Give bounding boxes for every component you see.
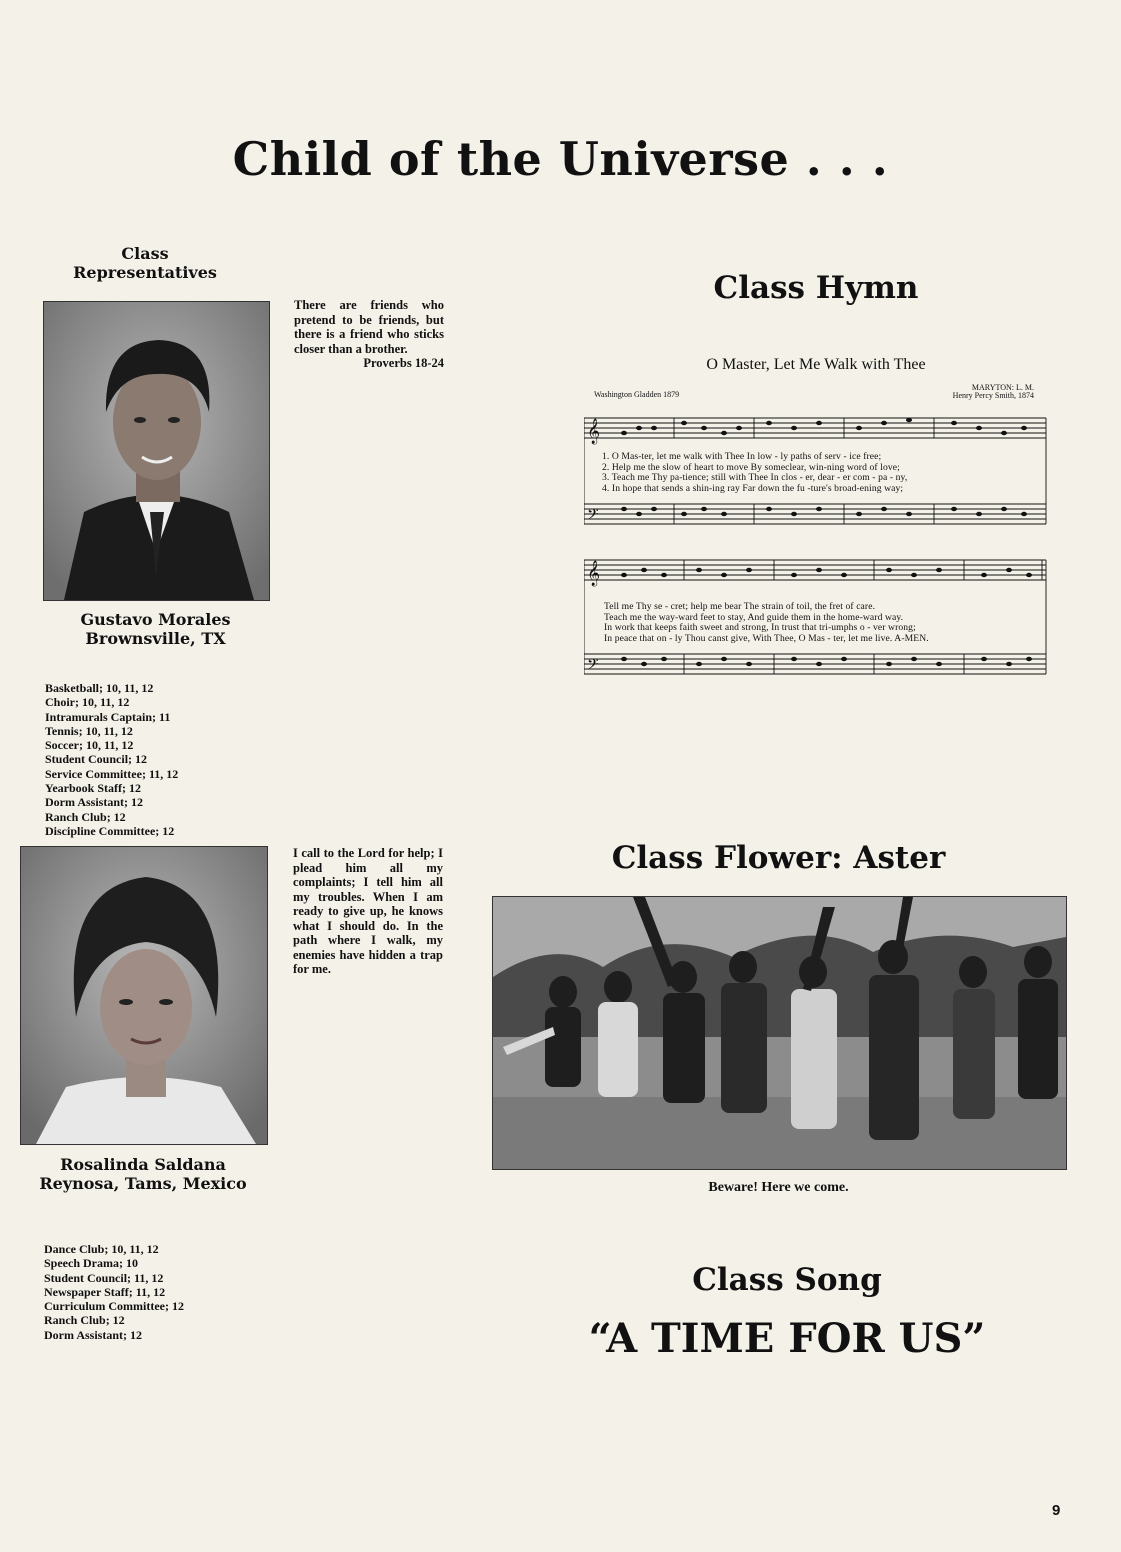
rep2-name: Rosalinda Saldana <box>60 1155 226 1174</box>
class-representatives-heading <box>60 244 230 282</box>
activity-item: Student Council; 12 <box>45 752 148 767</box>
activity-item: Service Committee; 11, 12 <box>45 766 179 781</box>
hymn-lyrics-verses-part2 <box>604 602 929 644</box>
hymn-lyrics-verses-part1 <box>602 452 907 494</box>
lyric-line: 4. In hope that sends a shin-ing ray Far down the fu -ture's broad-ening way; <box>602 482 904 494</box>
rep1-hometown: Brownsville, TX <box>85 629 226 648</box>
activity-item: Intramurals Captain; 11 <box>45 709 171 724</box>
activity-item: Discipline Committee; 12 <box>45 823 175 838</box>
rep2-quote <box>293 846 443 977</box>
activity-item: Student Council; 11, 12 <box>44 1270 164 1285</box>
group-photo-caption: Beware! Here we come. <box>708 1180 849 1195</box>
activity-item: Ranch Club; 12 <box>45 809 126 824</box>
lyric-line: Teach me the way-ward feet to stay, And guide them in the home-ward way. <box>604 611 904 623</box>
page-number: 9 <box>1052 1502 1061 1519</box>
lyric-line: 1. O Mas-ter, let me walk with Thee In low - ly paths of serv - ice free; <box>602 451 882 462</box>
activity-item: Soccer; 10, 11, 12 <box>45 738 134 753</box>
hymn-tune: MARYTON: L. M. <box>971 383 1034 392</box>
reps-heading-line-1: Class <box>121 244 169 263</box>
class-flower-heading: Class Flower: Aster <box>611 840 946 876</box>
reps-heading-line-2: Representatives <box>73 263 217 282</box>
hymn-subtitle: O Master, Let Me Walk with Thee <box>706 356 926 373</box>
lyric-line: 3. Teach me Thy pa-tience; still with Thee In clos - er, dear - er com - pa - ny, <box>602 472 908 483</box>
svg-text:𝄞: 𝄞 <box>587 419 601 444</box>
activity-item: Choir; 10, 11, 12 <box>45 695 130 710</box>
rep1-activities <box>45 681 178 838</box>
activity-item: Yearbook Staff; 12 <box>45 781 141 796</box>
rep1-name: Gustavo Morales <box>80 610 231 629</box>
activity-item: Speech Drama; 10 <box>44 1256 138 1271</box>
rep1-portrait-photo <box>43 301 270 601</box>
hymn-sheet-music <box>584 380 1048 690</box>
class-song-title: “A TIME FOR US” <box>588 1315 986 1362</box>
activity-item: Dorm Assistant; 12 <box>45 795 143 810</box>
rep1-quote-source: Proverbs 18-24 <box>363 356 444 370</box>
activity-item: Newspaper Staff; 11, 12 <box>44 1284 166 1299</box>
lyric-line: 2. Help me the slow of heart to move By someclear, win-ning word of love; <box>602 461 900 473</box>
svg-text:𝄢: 𝄢 <box>587 506 599 527</box>
activity-item: Ranch Club; 12 <box>44 1313 125 1328</box>
activity-item: Dance Club; 10, 11, 12 <box>44 1242 159 1256</box>
rep2-activities <box>44 1242 184 1342</box>
activity-item: Basketball; 10, 11, 12 <box>45 681 154 695</box>
hymn-author: Washington Gladden 1879 <box>594 390 680 399</box>
rep2-name-block <box>20 1155 266 1193</box>
rep1-name-block <box>43 610 268 648</box>
rep2-portrait-photo <box>20 846 268 1145</box>
group-photo <box>492 896 1067 1170</box>
lyric-line: In peace that on - ly Thou canst give, With Thee, O Mas - ter, let me live. A-MEN. <box>604 632 929 644</box>
page-title: Child of the Universe . . . <box>232 132 889 186</box>
svg-text:𝄢: 𝄢 <box>587 656 599 677</box>
rep2-hometown: Reynosa, Tams, Mexico <box>39 1174 247 1193</box>
hymn-composer: Henry Percy Smith, 1874 <box>952 391 1034 400</box>
rep1-quote-text: There are friends who pretend to be friends, but there is a friend who sticks closer than a brother. <box>294 298 444 356</box>
class-hymn-heading: Class Hymn <box>713 270 919 306</box>
rep1-quote <box>294 298 444 371</box>
svg-text:𝄞: 𝄞 <box>587 561 601 586</box>
class-song-heading: Class Song <box>692 1262 882 1298</box>
activity-item: Curriculum Committee; 12 <box>44 1299 184 1314</box>
rep2-quote-text: I call to the Lord for help; I plead him all my complaints; I tell him all my troubles. When I am ready to give up, he knows what I should do. In the path where I walk, my enemies have hidden a trap for me. <box>293 846 443 976</box>
lyric-line: In work that keeps faith sweet and strong, In trust that tri-umphs o - ver wrong; <box>604 622 916 633</box>
activity-item: Dorm Assistant; 12 <box>44 1327 142 1342</box>
activity-item: Tennis; 10, 11, 12 <box>45 723 133 738</box>
lyric-line: Tell me Thy se - cret; help me bear The strain of toil, the fret of care. <box>604 601 876 612</box>
